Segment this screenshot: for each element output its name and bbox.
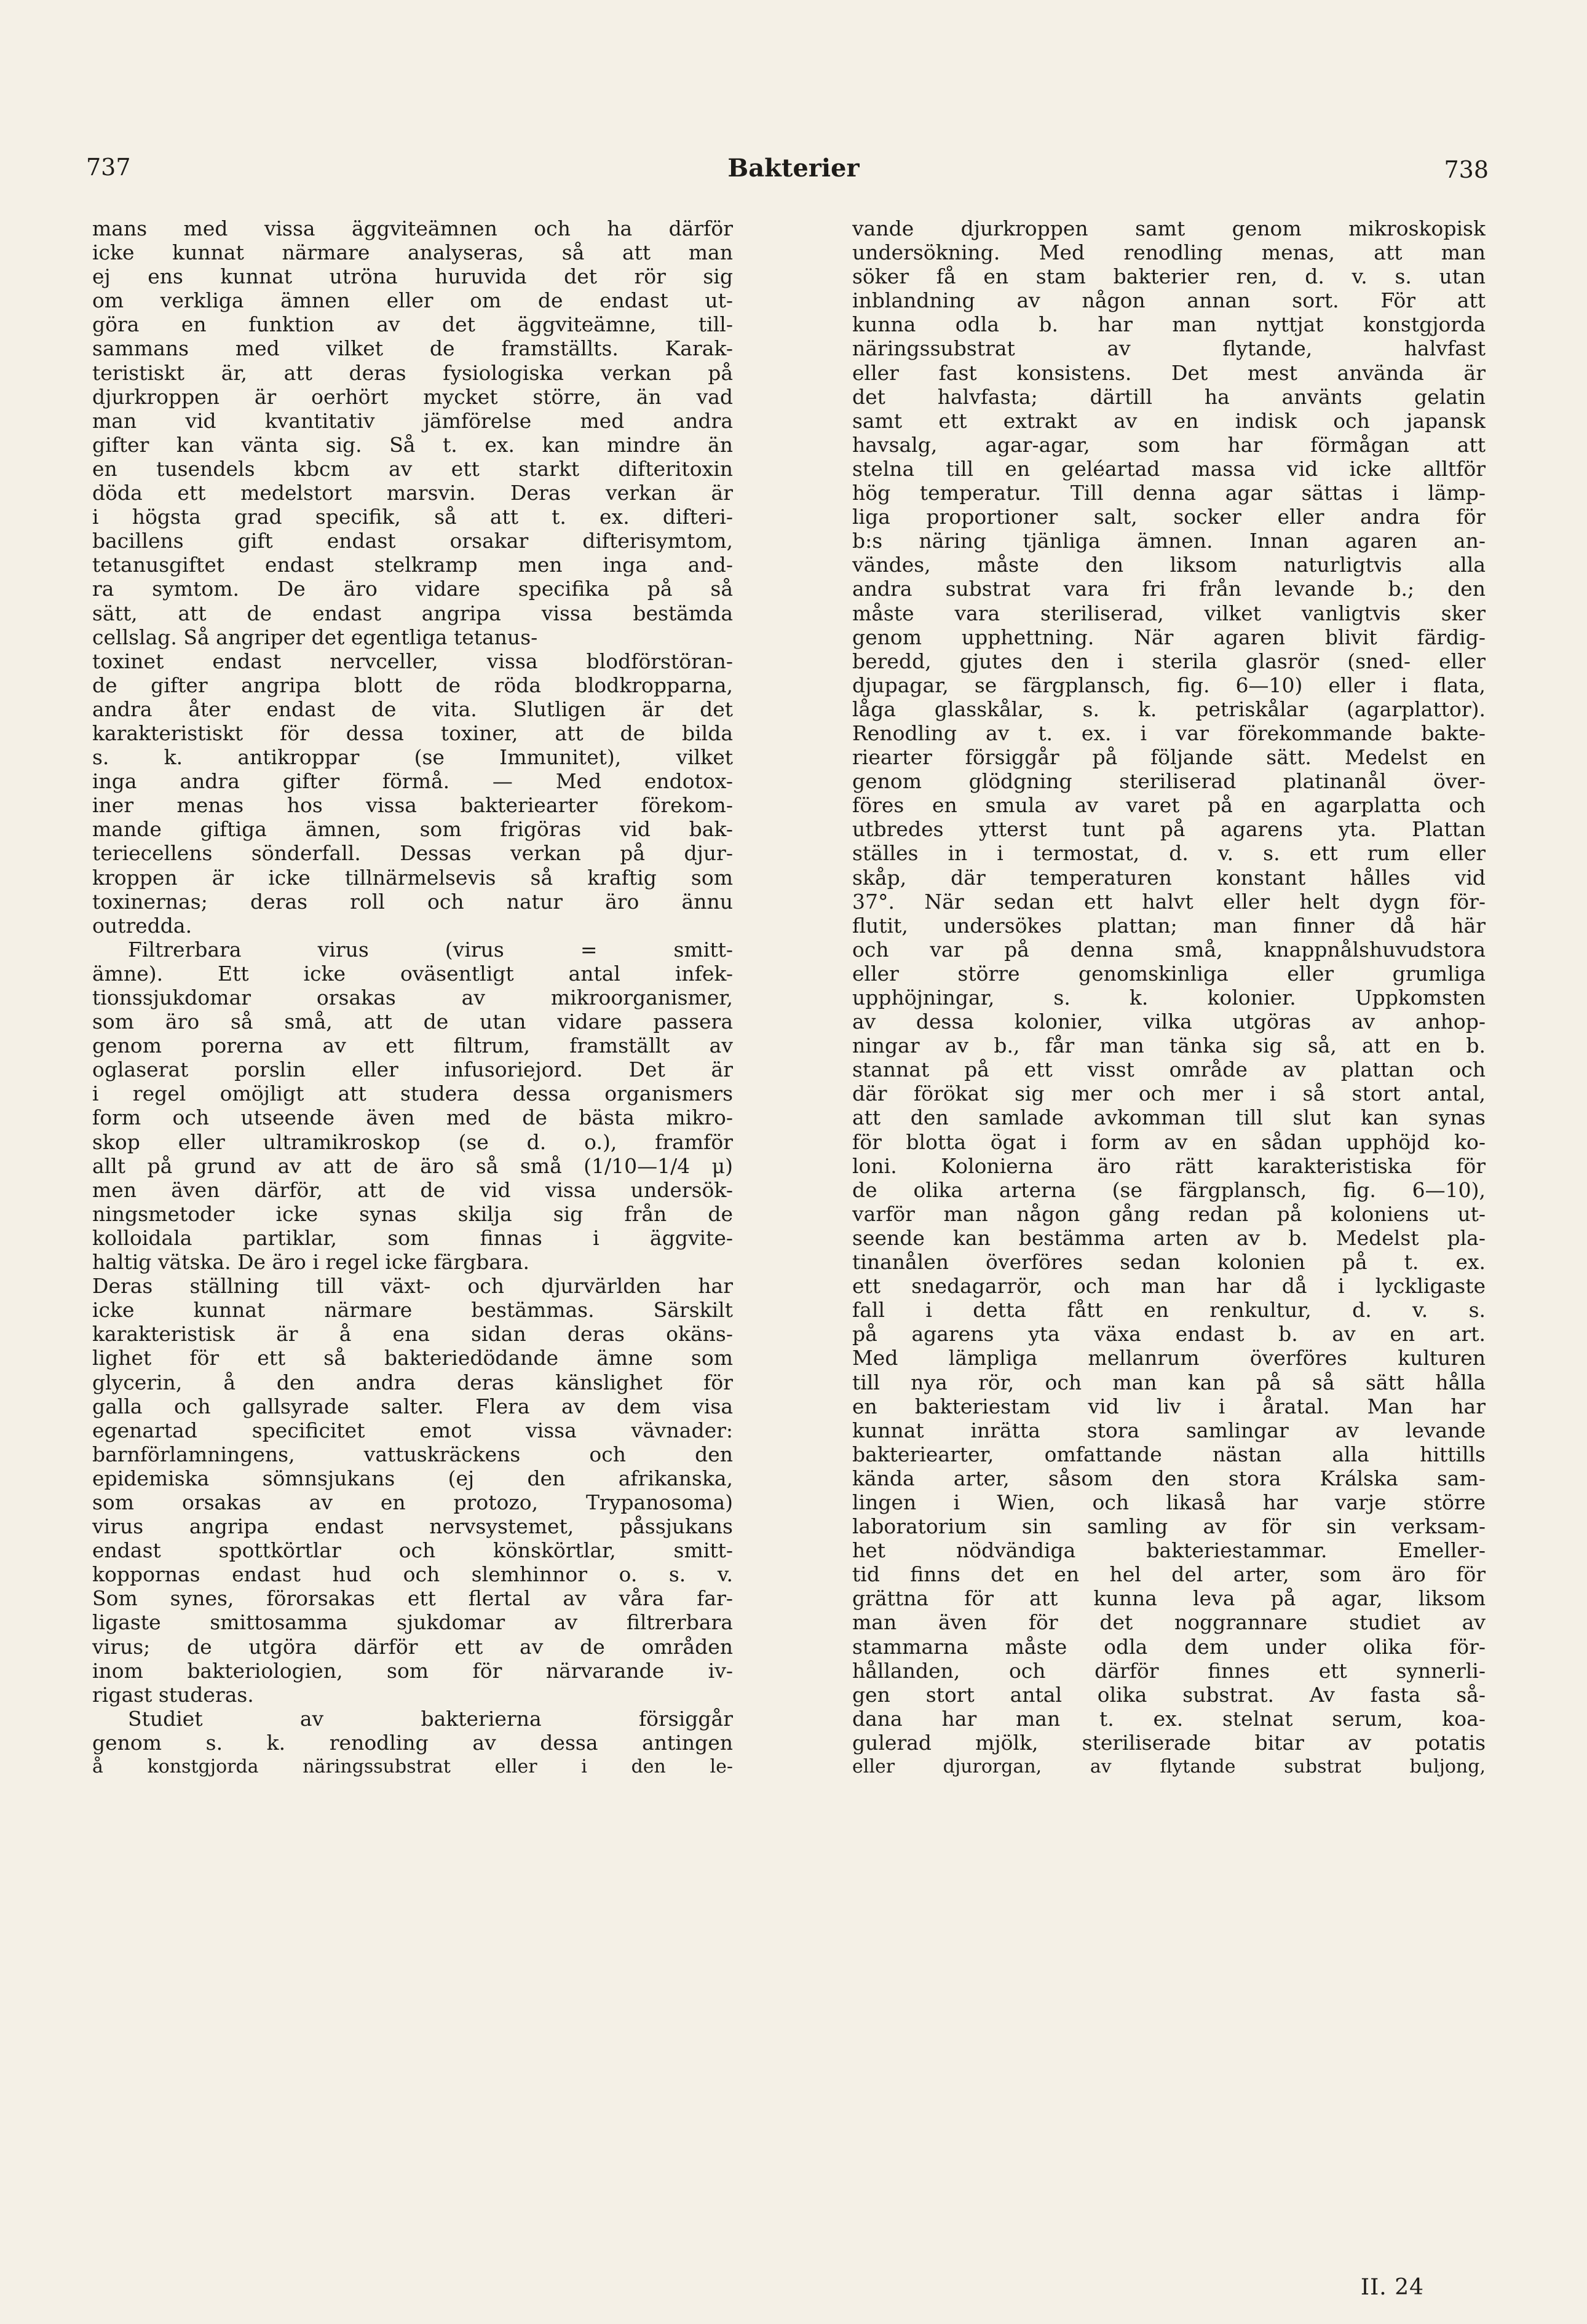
text-line: toxinernas; deras roll och natur äro ännu	[92, 889, 733, 914]
text-line: beredd, gjutes den i sterila glasrör (sned- eller	[852, 649, 1486, 673]
text-line: b:s näring tjänliga ämnen. Innan agaren an-	[852, 529, 1486, 553]
text-line: kända arter, såsom den stora Králska sam-	[852, 1466, 1486, 1490]
text-line: söker få en stam bakterier ren, d. v. s. utan	[852, 264, 1486, 289]
text-line: mande giftiga ämnen, som frigöras vid bak-	[92, 817, 733, 842]
text-line: karakteristiskt för dessa toxiner, att de bilda	[92, 721, 733, 745]
text-line: Renodling av t. ex. i var förekommande bakte-	[852, 721, 1486, 745]
text-line: stelna till en geléartad massa vid icke alltför	[852, 456, 1486, 481]
page-number-right: 738	[1444, 156, 1489, 183]
text-line: lighet för ett så bakteriedödande ämne som	[92, 1346, 733, 1370]
text-line: ställes in i termostat, d. v. s. ett rum eller	[852, 841, 1486, 866]
text-line: Deras ställning till växt- och djurvärlden har	[92, 1274, 733, 1298]
text-line: sammans med vilket de framställts. Karak-	[92, 336, 733, 361]
text-line: loni. Kolonierna äro rätt karakteristiska för	[852, 1153, 1486, 1178]
text-line: som orsakas av en protozo, Trypanosoma)	[92, 1490, 733, 1514]
text-line: tionssjukdomar orsakas av mikroorganismer,	[92, 986, 733, 1010]
text-line: virus angripa endast nervsystemet, påssjukans	[92, 1514, 733, 1539]
text-line: outredda.	[92, 913, 192, 938]
text-line: grättna för att kunna leva på agar, liksom	[852, 1586, 1486, 1611]
text-line: stannat på ett visst område av plattan och	[852, 1057, 1486, 1082]
text-line: icke kunnat närmare bestämmas. Särskilt	[92, 1298, 733, 1322]
text-line: de gifter angripa blott de röda blodkropparna,	[92, 673, 733, 697]
text-line: tetanusgiftet endast stelkramp men inga and-	[92, 553, 733, 577]
text-line: Med lämpliga mellanrum överföres kulturen	[852, 1346, 1486, 1370]
text-line: ej ens kunnat utröna huruvida det rör sig	[92, 264, 733, 289]
text-line: föres en smula av varet på en agarplatta och	[852, 793, 1486, 818]
text-line: upphöjningar, s. k. kolonier. Uppkomsten	[852, 986, 1486, 1010]
text-line: på agarens yta växa endast b. av en art.	[852, 1322, 1486, 1346]
text-line: av dessa kolonier, vilka utgöras av anhop-	[852, 1010, 1486, 1034]
text-line: kunna odla b. har man nyttjat konstgjorda	[852, 312, 1486, 337]
text-line: utbredes ytterst tunt på agarens yta. Plattan	[852, 817, 1486, 842]
text-line: riearter försiggår på följande sätt. Medelst en	[852, 745, 1486, 770]
text-line: form och utseende även med de bästa mikro-	[92, 1105, 733, 1130]
text-line: djurkroppen är oerhört mycket större, än vad	[92, 384, 733, 409]
text-line: gulerad mjölk, steriliserade bitar av potatis	[852, 1730, 1486, 1755]
text-line: iner menas hos vissa bakteriearter förekom-	[92, 793, 733, 818]
text-line: seende kan bestämma arten av b. Medelst pla-	[852, 1225, 1486, 1250]
right-column	[852, 216, 1486, 1779]
text-line: mans med vissa äggviteämnen och ha därför	[92, 216, 733, 240]
text-line: galla och gallsyrade salter. Flera av dem visa	[92, 1394, 733, 1418]
text-line: genom s. k. renodling av dessa antingen	[92, 1730, 733, 1755]
text-line: koppornas endast hud och slemhinnor o. s. v.	[92, 1562, 733, 1587]
text-line: inga andra gifter förmå. — Med endotox-	[92, 769, 733, 794]
text-line: samt ett extrakt av en indisk och japansk	[852, 408, 1486, 433]
text-line: i regel omöjligt att studera dessa organismers	[92, 1081, 733, 1106]
text-line: endast spottkörtlar och könskörtlar, smitt-	[92, 1538, 733, 1563]
text-line: hållanden, och därför finnes ett synnerli-	[852, 1658, 1486, 1683]
text-line: genom glödgning steriliserad platinanål över-	[852, 769, 1486, 794]
text-line: undersökning. Med renodling menas, att man	[852, 240, 1486, 265]
text-line: i högsta grad specifik, så att t. ex. difteri-	[92, 505, 733, 529]
text-line: eller större genomskinliga eller grumliga	[852, 961, 1486, 986]
text-line: Filtrerbara virus (virus = smitt-	[128, 937, 733, 962]
text-line: ligaste smittosamma sjukdomar av filtrerbara	[92, 1610, 733, 1635]
text-line: inblandning av någon annan sort. För att	[852, 288, 1486, 313]
text-line: bakteriearter, omfattande nästan alla hittills	[852, 1442, 1486, 1466]
page-number-left: 737	[86, 154, 131, 181]
text-line: dana har man t. ex. stelnat serum, koa-	[852, 1706, 1486, 1731]
text-line: liga proportioner salt, socker eller andra för	[852, 505, 1486, 529]
text-line: Som synes, förorsakas ett flertal av våra far-	[92, 1586, 733, 1611]
left-column	[92, 216, 733, 1779]
text-line: teriecellens sönderfall. Dessas verkan på djur-	[92, 841, 733, 866]
text-line: att den samlade avkomman till slut kan synas	[852, 1105, 1486, 1130]
text-line: å konstgjorda näringssubstrat eller i den le-	[92, 1756, 733, 1777]
text-line: kroppen är icke tillnärmelsevis så kraftig som	[92, 865, 733, 890]
text-line: en tusendels kbcm av ett starkt difteritoxin	[92, 456, 733, 481]
text-line: näringssubstrat av flytande, halvfast	[852, 336, 1486, 361]
text-line: kolloidala partiklar, som finnas i äggvite-	[92, 1225, 733, 1250]
text-line: gen stort antal olika substrat. Av fasta så-	[852, 1682, 1486, 1707]
text-line: de olika arterna (se färgplansch, fig. 6—10),	[852, 1177, 1486, 1202]
text-line: låga glasskålar, s. k. petriskålar (agarplattor).	[852, 697, 1486, 721]
text-line: ningsmetoder icke synas skilja sig från de	[92, 1201, 733, 1226]
text-line: ämne). Ett icke oväsentligt antal infek-	[92, 961, 733, 986]
text-line: egenartad specificitet emot vissa vävnader:	[92, 1418, 733, 1442]
text-line: vändes, måste den liksom naturligtvis alla	[852, 553, 1486, 577]
text-line: skop eller ultramikroskop (se d. o.), framför	[92, 1129, 733, 1154]
text-line: andra åter endast de vita. Slutligen är det	[92, 697, 733, 721]
text-line: kunnat inrätta stora samlingar av levande	[852, 1418, 1486, 1442]
text-line: sätt, att de endast angripa vissa bestämda	[92, 601, 733, 625]
text-line: laboratorium sin samling av för sin verksam-	[852, 1514, 1486, 1539]
text-line: göra en funktion av det äggviteämne, till-	[92, 312, 733, 337]
text-line: djupagar, se färgplansch, fig. 6—10) eller i flata,	[852, 673, 1486, 697]
text-line: andra substrat vara fri från levande b.; den	[852, 577, 1486, 601]
text-line: skåp, där temperaturen konstant hålles vid	[852, 865, 1486, 890]
sheet-signature: II. 24	[1360, 2275, 1424, 2300]
text-line: måste vara steriliserad, vilket vanligtvis sker	[852, 601, 1486, 625]
text-line: haltig vätska. De äro i regel icke färgbara.	[92, 1250, 529, 1275]
text-line: genom upphettning. När agaren blivit färdig-	[852, 625, 1486, 649]
text-line: tinanålen överföres sedan kolonien på t. ex.	[852, 1250, 1486, 1275]
text-line: vande djurkroppen samt genom mikroskopisk	[852, 216, 1486, 240]
text-line: het nödvändiga bakteriestammar. Emeller-	[852, 1538, 1486, 1563]
text-line: epidemiska sömnsjukans (ej den afrikanska,	[92, 1466, 733, 1490]
text-line: döda ett medelstort marsvin. Deras verkan är	[92, 481, 733, 505]
text-line: teristiskt är, att deras fysiologiska verkan på	[92, 360, 733, 385]
text-line: fall i detta fått en renkultur, d. v. s.	[852, 1298, 1486, 1322]
text-line: gifter kan vänta sig. Så t. ex. kan mindre än	[92, 432, 733, 457]
text-line: glycerin, å den andra deras känslighet för	[92, 1370, 733, 1394]
text-line: toxinet endast nervceller, vissa blodförstöran-	[92, 649, 733, 673]
text-line: för blotta ögat i form av en sådan upphöjd ko-	[852, 1129, 1486, 1154]
text-line: s. k. antikroppar (se Immunitet), vilket	[92, 745, 733, 770]
text-line: oglaserat porslin eller infusoriejord. Det är	[92, 1057, 733, 1082]
text-line: man även för det noggrannare studiet av	[852, 1610, 1486, 1635]
text-line: det halvfasta; därtill ha använts gelatin	[852, 384, 1486, 409]
text-line: havsalg, agar-agar, som har förmågan att	[852, 432, 1486, 457]
text-line: hög temperatur. Till denna agar sättas i lämp-	[852, 481, 1486, 505]
text-line: tid finns det en hel del arter, som äro för	[852, 1562, 1486, 1587]
page-header	[0, 154, 1587, 191]
text-line: ra symtom. De äro vidare specifika på så	[92, 577, 733, 601]
text-line: stammarna måste odla dem under olika för-	[852, 1634, 1486, 1659]
text-line: men även därför, att de vid vissa undersök-	[92, 1177, 733, 1202]
text-line: karakteristisk är å ena sidan deras okäns-	[92, 1322, 733, 1346]
text-line: genom porerna av ett filtrum, framställt av	[92, 1034, 733, 1058]
text-line: allt på grund av att de äro så små (1/10—1/4 μ)	[92, 1153, 733, 1178]
text-line: eller djurorgan, av flytande substrat buljong,	[852, 1756, 1486, 1777]
text-line: och var på denna små, knappnålshuvudstora	[852, 937, 1486, 962]
text-line: om verkliga ämnen eller om de endast ut-	[92, 288, 733, 313]
running-title: Bakterier	[727, 154, 860, 183]
text-line: flutit, undersökes plattan; man finner då här	[852, 913, 1486, 938]
text-line: icke kunnat närmare analyseras, så att man	[92, 240, 733, 265]
text-line: där förökat sig mer och mer i så stort antal,	[852, 1081, 1486, 1106]
text-line: Studiet av bakterierna försiggår	[128, 1706, 733, 1731]
text-line: virus; de utgöra därför ett av de områden	[92, 1634, 733, 1659]
text-line: barnförlamningens, vattuskräckens och den	[92, 1442, 733, 1466]
text-line: ett snedagarrör, och man har då i lyckligaste	[852, 1274, 1486, 1298]
text-line: rigast studeras.	[92, 1682, 254, 1707]
text-line: 37°. När sedan ett halvt eller helt dygn för-	[852, 889, 1486, 914]
text-line: man vid kvantitativ jämförelse med andra	[92, 408, 733, 433]
text-line: bacillens gift endast orsakar difterisymtom,	[92, 529, 733, 553]
text-line: som äro så små, att de utan vidare passera	[92, 1010, 733, 1034]
text-line: ningar av b., får man tänka sig så, att en b.	[852, 1034, 1486, 1058]
text-line: till nya rör, och man kan på så sätt hålla	[852, 1370, 1486, 1394]
text-line: inom bakteriologien, som för närvarande iv-	[92, 1658, 733, 1683]
text-line: lingen i Wien, och likaså har varje större	[852, 1490, 1486, 1514]
text-line: cellslag. Så angriper det egentliga tetanus-	[92, 625, 538, 649]
text-line: varför man någon gång redan på koloniens ut-	[852, 1201, 1486, 1226]
text-line: en bakteriestam vid liv i åratal. Man har	[852, 1394, 1486, 1418]
text-line: eller fast konsistens. Det mest använda är	[852, 360, 1486, 385]
